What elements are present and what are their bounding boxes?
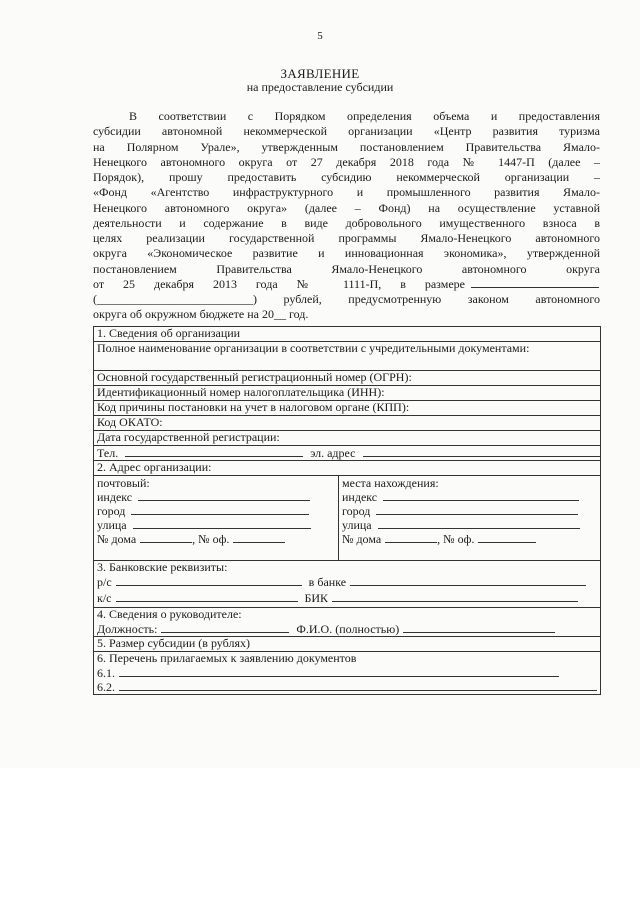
phone-field[interactable]	[125, 446, 303, 457]
email-field[interactable]	[363, 446, 601, 457]
section-6-header: 6. Перечень прилагаемых к заявлению документов	[94, 651, 600, 666]
field-contacts	[94, 445, 600, 460]
amount-field[interactable]	[471, 277, 599, 288]
intro-line: деятельности и содержание в виде добровольного имущественного взноса в	[93, 215, 600, 230]
postal-office-field[interactable]	[233, 532, 285, 543]
intro-line: (__________________________) рублей, предусмотренную законом автономного	[93, 292, 600, 306]
field-full-name[interactable]: Полное наименование организации в соответствии с учредительными документами:	[94, 341, 600, 370]
location-city-row: город	[342, 504, 597, 518]
fio-field[interactable]	[403, 622, 555, 633]
section-4-header: 4. Сведения о руководителе:	[94, 607, 600, 622]
bank-ks-row: к/с БИК	[94, 589, 600, 607]
location-office-field[interactable]	[478, 532, 536, 543]
doc-item-2-field[interactable]	[119, 680, 597, 691]
postal-street-row: улица	[97, 518, 335, 532]
postal-street-field[interactable]	[133, 518, 311, 529]
location-city-field[interactable]	[376, 504, 578, 515]
location-label: места нахождения:	[342, 476, 439, 490]
postal-city-field[interactable]	[131, 504, 309, 515]
intro-line: округа об окружном бюджете на 20__ год.	[93, 307, 309, 322]
field-ogrn[interactable]: Основной государственный регистрационный номер (ОГРН):	[94, 370, 600, 385]
field-okato[interactable]: Код ОКАТО:	[94, 415, 600, 430]
location-index-row: индекс	[342, 490, 597, 504]
location-address	[339, 476, 600, 560]
intro-line: Порядок), прошу предоставить субсидию некоммерческой организации –	[93, 170, 600, 184]
postal-index-field[interactable]	[138, 490, 310, 501]
director-row: Должность: Ф.И.О. (полностью)	[94, 622, 600, 636]
blank-area	[0, 768, 640, 905]
document-subtitle: на предоставление субсидии	[246, 80, 394, 94]
postal-house-row: № дома , № оф.	[97, 532, 335, 546]
doc-item-1-field[interactable]	[119, 666, 559, 677]
field-kpp[interactable]: Код причины постановки на учет в налоговом органе (КПП):	[94, 400, 600, 415]
application-form	[93, 326, 601, 695]
doc-item-2: 6.2.	[94, 680, 600, 694]
field-inn[interactable]: Идентификационный номер налогоплательщика (ИНН):	[94, 385, 600, 400]
intro-paragraph	[93, 109, 600, 323]
ks-field[interactable]	[116, 591, 298, 602]
section-1-header: 1. Сведения об организации	[97, 327, 241, 340]
postal-address	[94, 476, 339, 560]
intro-line: Ненецкого автономного округа от 27 декабря 2018 года № 1447-П (далее –	[93, 154, 600, 169]
postal-label: почтовый:	[97, 476, 150, 490]
bank-field[interactable]	[350, 575, 586, 586]
page-number: 5	[317, 30, 323, 42]
email-label: эл. адрес	[310, 446, 356, 460]
section-2-header: 2. Адрес организации:	[94, 460, 600, 475]
intro-line: В соответствии с Порядком определения объема и предоставления	[129, 109, 600, 123]
intro-line: целях реализации государственной программы Ямало-Ненецкого автономного	[93, 231, 600, 245]
document-title: ЗАЯВЛЕНИЕ	[280, 66, 360, 81]
location-street-row: улица	[342, 518, 597, 532]
intro-line: Ненецкого автономного округа» (далее – Фонд) на осуществление уставной	[93, 200, 600, 215]
rs-field[interactable]	[116, 575, 302, 586]
doc-item-1: 6.1.	[94, 666, 600, 680]
intro-line: округа «Экономическое развитие и инновационная экономика», утвержденной	[93, 246, 600, 261]
postal-house-field[interactable]	[140, 532, 192, 543]
intro-line: постановлением Правительства Ямало-Ненецкого автономного округа	[93, 261, 600, 276]
intro-line: субсидии автономной некоммерческой организации «Центр развития туризма	[93, 124, 600, 139]
bik-field[interactable]	[332, 591, 578, 602]
address-block	[94, 475, 600, 560]
intro-line: на Полярном Урале», утвержденным постановлением Правительства Ямало-	[93, 139, 600, 154]
location-house-row: № дома , № оф.	[342, 532, 597, 546]
phone-label: Тел.	[97, 446, 119, 460]
location-index-field[interactable]	[383, 490, 579, 501]
intro-line: «Фонд «Агентство инфраструктурного и промышленного развития Ямало-	[93, 185, 600, 200]
intro-line-amount: от 25 декабря 2013 года № 1111-П, в размере	[93, 277, 600, 292]
position-field[interactable]	[161, 622, 289, 633]
bank-rs-row: р/с в банке	[94, 575, 600, 589]
postal-index-row: индекс	[97, 490, 335, 504]
location-house-field[interactable]	[385, 532, 437, 543]
field-registration-date[interactable]: Дата государственной регистрации:	[94, 430, 600, 445]
postal-city-row: город	[97, 504, 335, 518]
location-street-field[interactable]	[378, 518, 580, 529]
section-5-header: 5. Размер субсидии (в рублях)	[94, 636, 600, 651]
section-3-header: 3. Банковские реквизиты:	[94, 560, 600, 575]
